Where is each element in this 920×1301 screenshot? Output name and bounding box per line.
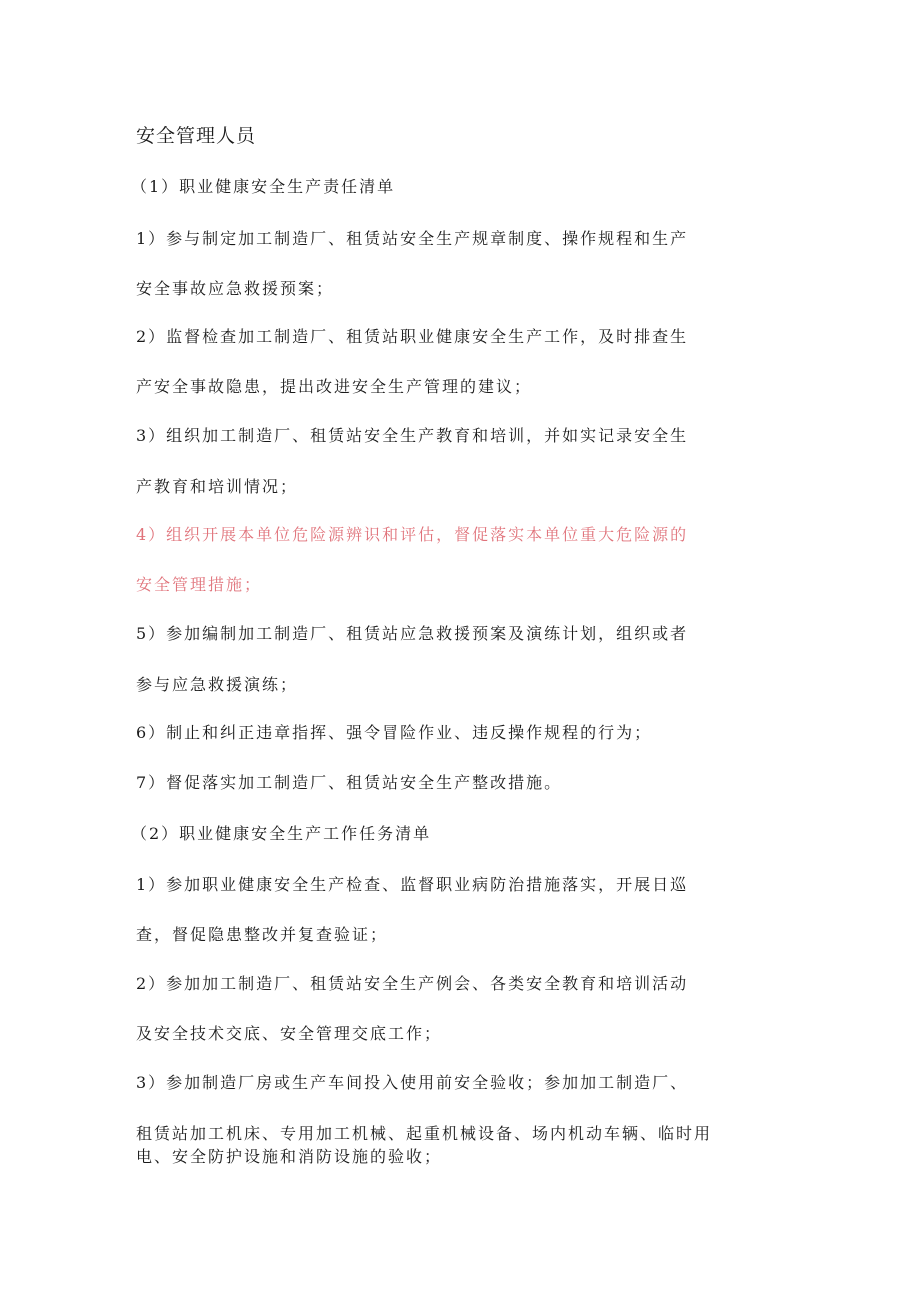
text-line: 3）参加制造厂房或生产车间投入使用前安全验收；参加加工制造厂、 xyxy=(136,1073,689,1092)
text-line: 及安全技术交底、安全管理交底工作； xyxy=(136,1024,443,1043)
highlighted-text-line: 4）组织开展本单位危险源辨识和评估，督促落实本单位重大危险源的 xyxy=(136,525,689,544)
section-2-heading: （2）职业健康安全生产工作任务清单 xyxy=(131,824,432,843)
text-line: 1）参与制定加工制造厂、租赁站安全生产规章制度、操作规程和生产 xyxy=(136,229,689,248)
text-line: 查，督促隐患整改并复查验证； xyxy=(136,925,389,944)
text-line: 7）督促落实加工制造厂、租赁站安全生产整改措施。 xyxy=(136,773,563,792)
text-line: 1）参加职业健康安全生产检查、监督职业病防治措施落实，开展日巡 xyxy=(136,875,689,894)
text-line: 2）参加加工制造厂、租赁站安全生产例会、各类安全教育和培训活动 xyxy=(136,974,689,993)
text-line: 安全事故应急救援预案； xyxy=(136,279,335,298)
text-line: 2）监督检查加工制造厂、租赁站职业健康安全生产工作，及时排查生 xyxy=(136,327,689,346)
text-line: 租赁站加工机床、专用加工机械、起重机械设备、场内机动车辆、临时用 xyxy=(136,1124,713,1143)
text-line: 参与应急救援演练； xyxy=(136,675,299,694)
text-line: 产教育和培训情况； xyxy=(136,477,299,496)
text-line: 3）组织加工制造厂、租赁站安全生产教育和培训，并如实记录安全生 xyxy=(136,426,689,445)
section-1-heading: （1）职业健康安全生产责任清单 xyxy=(131,177,396,196)
text-line: 5）参加编制加工制造厂、租赁站应急救援预案及演练计划，组织或者 xyxy=(136,624,689,643)
text-line: 产安全事故隐患，提出改进安全生产管理的建议； xyxy=(136,377,533,396)
highlighted-text-line: 安全管理措施； xyxy=(136,575,263,594)
text-line: 电、安全防护设施和消防设施的验收； xyxy=(136,1147,443,1166)
document-title: 安全管理人员 xyxy=(136,125,257,147)
text-line: 6）制止和纠正违章指挥、强令冒险作业、违反操作规程的行为； xyxy=(136,723,653,742)
